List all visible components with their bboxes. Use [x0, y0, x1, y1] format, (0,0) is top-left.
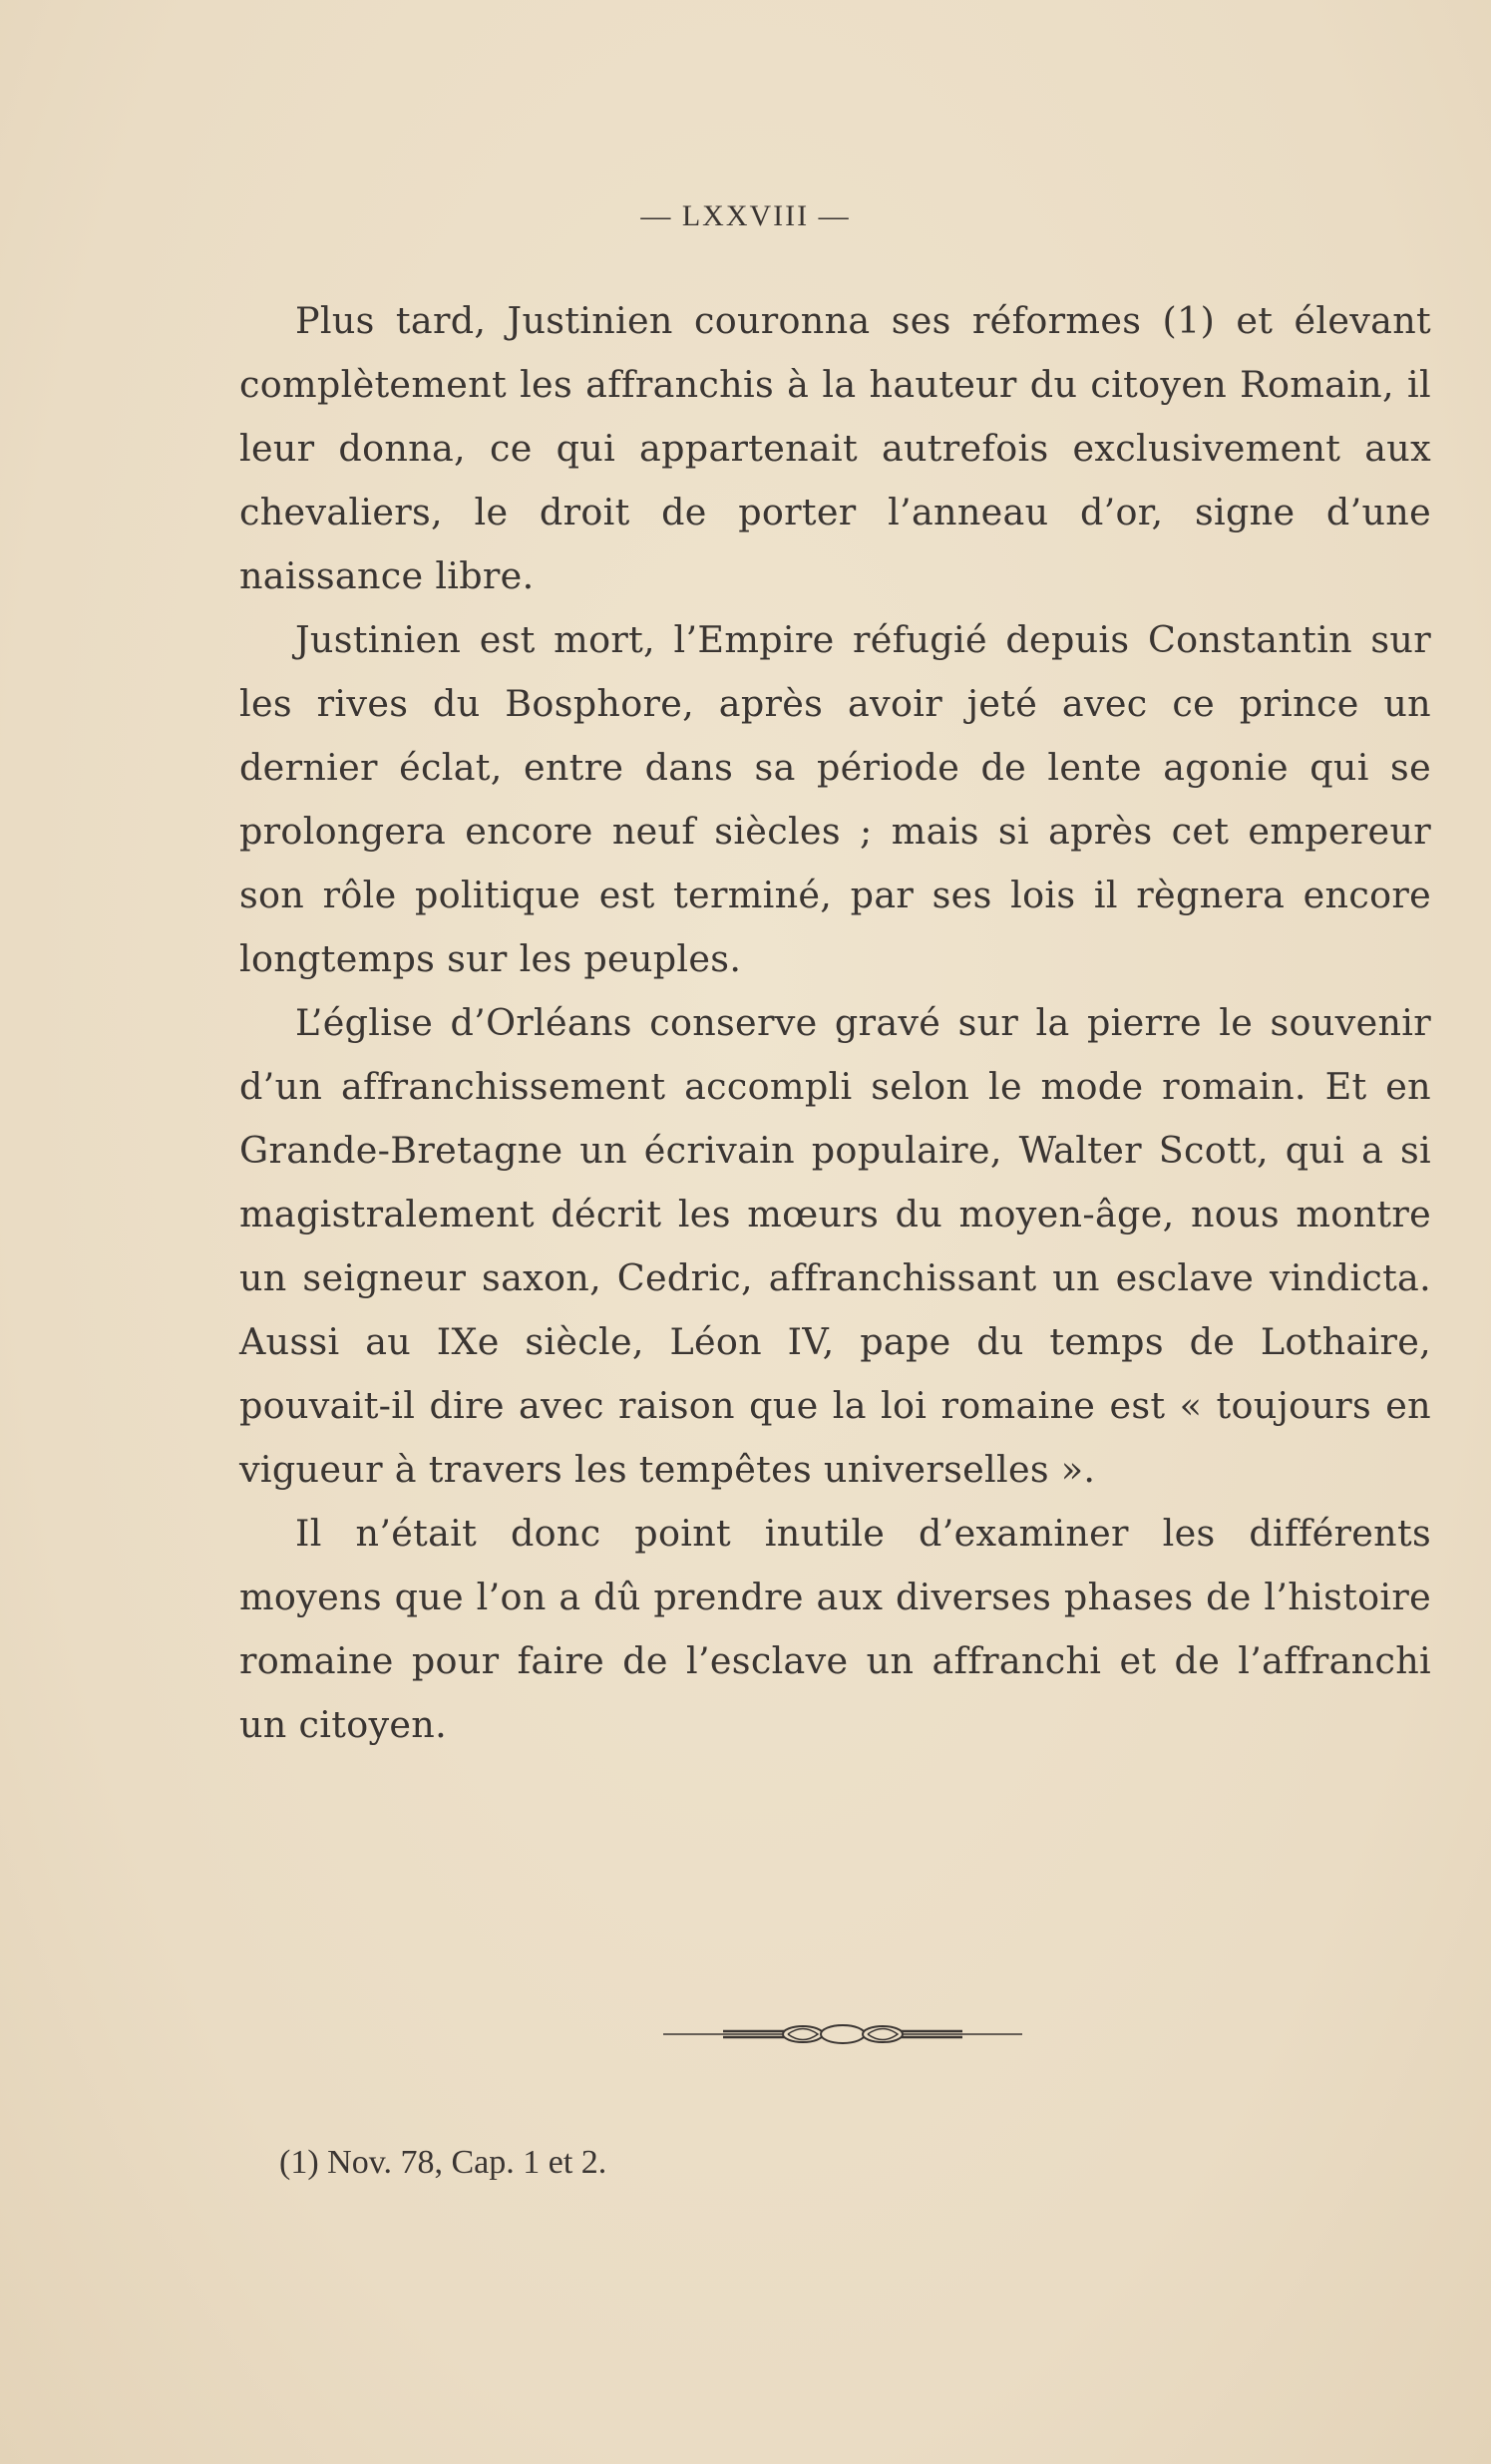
- body-text: [239, 289, 1431, 1757]
- ornament-divider-icon: [663, 2019, 1022, 2049]
- running-head: — LXXVIII —: [640, 199, 851, 232]
- paragraph-1: Plus tard, Justinien couronna ses réformes (1) et élevant complètement les affranchis à la hauteur du citoyen Romain, il leur donna, ce qui appartenait autrefois exclusivement aux chevaliers, le droit de porter l’anneau d’or, signe d’une naissance libre.: [239, 299, 1431, 597]
- paragraph-4: Il n’était donc point inutile d’examiner les différents moyens que l’on a dû prendre aux diverses phases de l’histoire romaine pour faire de l’esclave un affranchi et de l’affranchi un citoyen.: [239, 1512, 1431, 1746]
- paragraph-3: L’église d’Orléans conserve gravé sur la pierre le souvenir d’un affranchissement accompli selon le mode romain. Et en Grande-Bretagne un écrivain populaire, Walter Scott, qui a si magistralement décrit les mœurs du moyen-âge, nous montre un seigneur saxon, Cedric, affranchissant un esclave vindicta. Aussi au IXe siècle, Léon IV, pape du temps de Lothaire, pouvait-il dire avec raison que la loi romaine est « toujours en vigueur à travers les tempêtes universelles ».: [239, 1001, 1431, 1491]
- footnote: (1) Nov. 78, Cap. 1 et 2.: [279, 2144, 607, 2181]
- paragraph-2: Justinien est mort, l’Empire réfugié depuis Constantin sur les rives du Bosphore, après avoir jeté avec ce prince un dernier éclat, entre dans sa période de lente agonie qui se prolongera encore neuf siècles ; mais si après cet empereur son rôle politique est terminé, par ses lois il règnera encore longtemps sur les peuples.: [239, 618, 1431, 980]
